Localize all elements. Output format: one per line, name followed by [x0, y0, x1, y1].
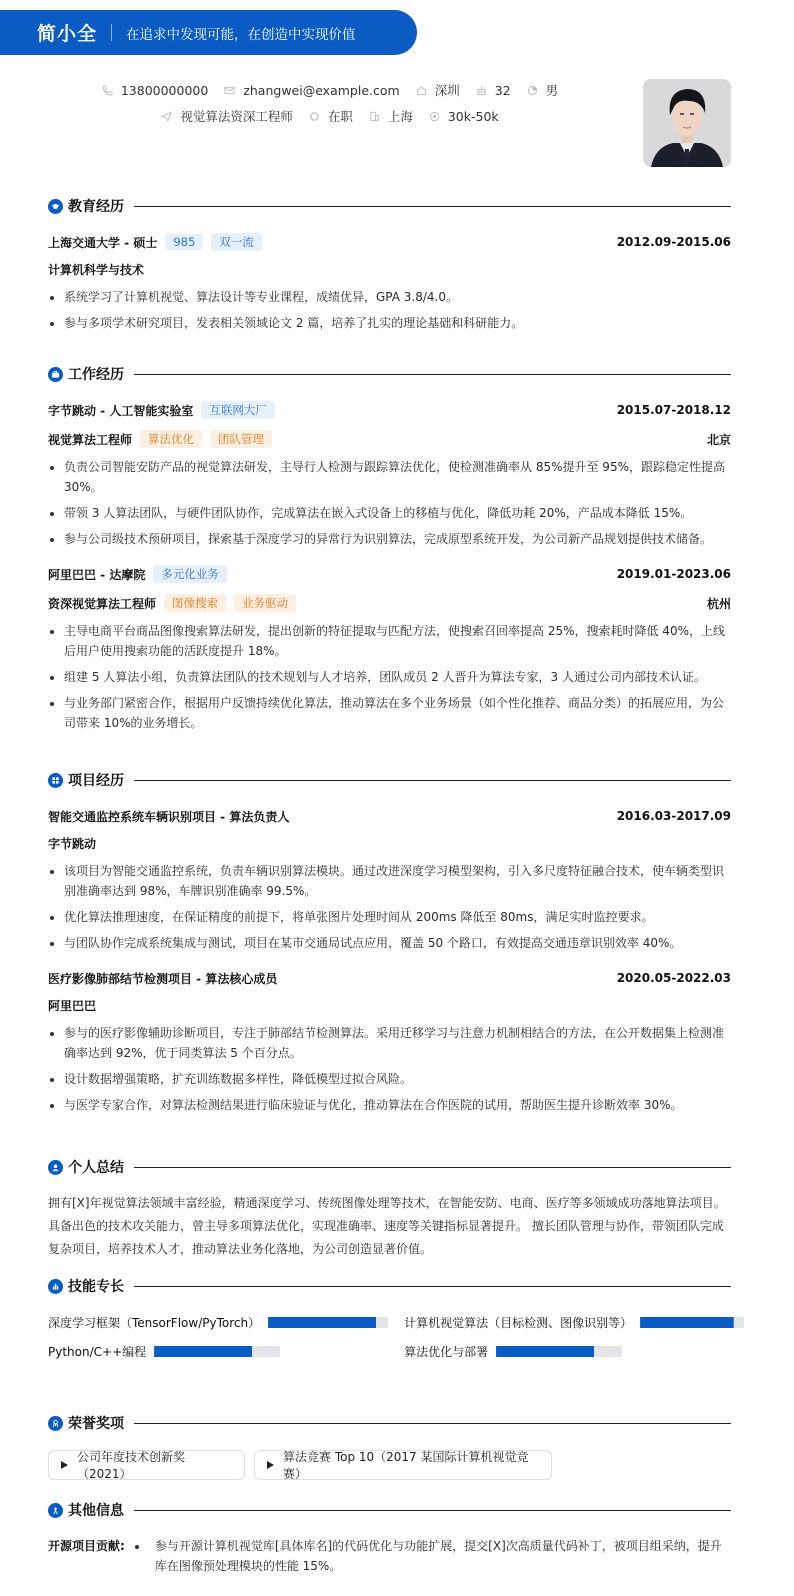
section-header — [48, 1276, 731, 1296]
section-title: 项目经历 — [68, 773, 124, 789]
project-name: 医疗影像肺部结节检测项目 - 算法核心成员 — [48, 971, 278, 986]
school-tag: 双一流 — [211, 233, 262, 251]
bullet-item: 该项目为智能交通监控系统，负责车辆识别算法模块。通过改进深度学习模型架构，引入多尺度特征融合技术，使车辆类型识别准确率达到 98%，车牌识别准确率 99.5%。 — [48, 861, 731, 901]
contact-gender — [527, 81, 559, 99]
divider — [111, 24, 112, 41]
section-title: 教育经历 — [68, 199, 124, 215]
bullet-item: 与团队协作完成系统集成与测试，项目在某市交通局试点应用，覆盖 50 个路口，有效提高交通违章识别效率 40%。 — [48, 933, 731, 953]
salary-text: 30k-50k — [447, 108, 499, 124]
work-city-text: 上海 — [387, 109, 413, 124]
section-header — [48, 1500, 731, 1520]
skill-bar — [268, 1317, 388, 1328]
skill-bar — [496, 1346, 622, 1357]
section-header — [48, 196, 731, 216]
contact-phone — [102, 83, 208, 98]
graduation-cap-icon — [48, 199, 63, 214]
bullet-item: 主导电商平台商品图像搜索算法研发，提出创新的特征提取与匹配方法，使搜索召回率提高 25%，搜索耗时降低 40%，上线后用户使用搜索功能的活跃度提升 18%。 — [48, 621, 731, 661]
job-period: 2015.07-2018.12 — [616, 403, 731, 417]
bullet-item: 参与的医疗影像辅助诊断项目，专注于肺部结节检测算法。采用迁移学习与注意力机制相结合的方法，在公开数据集上检测准确率达到 92%，优于同类算法 5 个百分点。 — [48, 1023, 731, 1063]
building-icon — [369, 111, 380, 122]
education-bullets — [48, 287, 731, 333]
project-header — [48, 806, 731, 826]
skill-label: Python/C++编程 — [48, 1345, 147, 1359]
section-divider — [134, 1286, 731, 1287]
other-row — [48, 1536, 731, 1576]
job-status — [309, 107, 353, 125]
job-title-text: 视觉算法资深工程师 — [180, 109, 293, 124]
section-education — [48, 196, 731, 333]
status-icon — [309, 111, 320, 122]
job-city: 北京 — [706, 432, 731, 447]
job-period: 2019.01-2023.06 — [616, 567, 731, 581]
bullet-item: 与业务部门紧密合作，根据用户反馈持续优化算法，推动算法在多个业务场景（如个性化推荐、商品分类）的拓展应用，为公司带来 10%的业务增长。 — [48, 693, 731, 733]
home-icon — [416, 85, 427, 96]
company-tag: 多元化业务 — [153, 565, 227, 583]
project-org: 阿里巴巴 — [48, 999, 97, 1013]
section-title: 技能专长 — [68, 1279, 124, 1295]
summary-text: 拥有[X]年视觉算法领域丰富经验，精通深度学习、传统图像处理等技术，在智能安防、电商、医疗等多领域成功落地算法项目。 具备出色的技术攻关能力，曾主导多项算法优化，实现准确率、速度等关键指标显著提升。 擅长团队管理与协作，带领团队完成复杂项目，培养技术人才，推动算法业务化落地，为公司创造显著价值。 — [48, 1196, 726, 1256]
award-item — [48, 1450, 245, 1480]
job-title — [161, 107, 293, 125]
school-name: 上海交通大学 - 硕士 — [48, 235, 158, 250]
project-period: 2020.05-2022.03 — [616, 971, 731, 985]
job-bullets — [48, 457, 731, 549]
send-icon — [161, 111, 172, 122]
grid-icon — [48, 773, 63, 788]
section-header — [48, 364, 731, 384]
contact-email — [224, 83, 399, 98]
contact-row-1 — [0, 81, 660, 99]
briefcase-icon — [48, 367, 63, 382]
major: 计算机科学与技术 — [48, 263, 145, 277]
section-header — [48, 770, 731, 790]
slogan: 在追求中发现可能，在创造中实现价值 — [126, 26, 356, 43]
job-header — [48, 564, 731, 584]
skill-label: 计算机视觉算法（目标检测、图像识别等） — [404, 1316, 633, 1330]
role-tag: 团队管理 — [210, 430, 272, 448]
company-name: 字节跳动 - 人工智能实验室 — [48, 403, 194, 418]
mail-icon — [224, 85, 235, 96]
bullet-item: 系统学习了计算机视觉、算法设计等专业课程，成绩优异，GPA 3.8/4.0。 — [48, 287, 731, 307]
email-text: zhangwei@example.com — [243, 82, 400, 98]
work-city — [369, 107, 413, 125]
role-tag: 业务驱动 — [234, 594, 296, 612]
project-name: 智能交通监控系统车辆识别项目 - 算法负责人 — [48, 809, 290, 824]
section-title: 工作经历 — [68, 367, 124, 383]
job-role: 资深视觉算法工程师 — [48, 596, 157, 611]
bullet-item: 组建 5 人算法小组，负责算法团队的技术规划与人才培养，团队成员 2 人晋升为算法专家，3 人通过公司内部技术认证。 — [48, 667, 731, 687]
awards-list — [48, 1450, 731, 1480]
bullet-item: 负责公司智能安防产品的视觉算法研发，主导行人检测与跟踪算法优化，使检测准确率从 85%提升至 95%，跟踪稳定性提高 30%。 — [48, 457, 731, 497]
gender-text: 男 — [545, 83, 559, 98]
skill-item — [404, 1343, 744, 1360]
skill-bar-fill — [154, 1346, 252, 1357]
project-bullets — [48, 861, 731, 953]
section-awards — [48, 1413, 731, 1480]
role-tag: 算法优化 — [140, 430, 202, 448]
skill-label: 深度学习框架（TensorFlow/PyTorch） — [48, 1316, 261, 1330]
award-text: 公司年度技术创新奖（2021） — [77, 1450, 186, 1481]
gender-icon — [527, 85, 538, 96]
job-bullets — [48, 621, 731, 733]
section-divider — [134, 1167, 731, 1168]
triangle-right-icon — [267, 1461, 274, 1469]
skill-bar-fill — [496, 1346, 594, 1357]
other-bullets — [133, 1536, 731, 1576]
info-icon — [48, 1503, 63, 1518]
job-role: 视觉算法工程师 — [48, 432, 133, 447]
skill-bar — [154, 1346, 280, 1357]
phone-icon — [102, 85, 113, 96]
contact-row-2 — [0, 107, 660, 125]
job-role-row — [48, 593, 731, 613]
section-header — [48, 1413, 731, 1433]
company-name: 阿里巴巴 - 达摩院 — [48, 567, 146, 582]
avatar-photo — [643, 79, 731, 167]
age-text: 32 — [494, 82, 511, 98]
section-divider — [134, 206, 731, 207]
section-work — [48, 364, 731, 733]
header-banner — [0, 10, 417, 55]
skill-label: 算法优化与部署 — [404, 1345, 489, 1359]
resume-name: 简小全 — [37, 23, 98, 45]
section-divider — [134, 374, 731, 375]
award-text: 算法竞赛 Top 10（2017 某国际计算机视觉竞赛） — [283, 1450, 529, 1481]
section-title: 其他信息 — [68, 1503, 124, 1519]
section-other — [48, 1500, 731, 1576]
contact-city — [416, 81, 460, 99]
bullet-item: 与医学专家合作，对算法检测结果进行临床验证与优化，推动算法在合作医院的试用，帮助医生提升诊断效率 30%。 — [48, 1095, 731, 1115]
section-header — [48, 1157, 731, 1177]
education-row — [48, 232, 731, 252]
bullet-item: 参与公司级技术预研项目，探索基于深度学习的异常行为识别算法，完成原型系统开发，为公司新产品规划提供技术储备。 — [48, 529, 731, 549]
section-divider — [134, 780, 731, 781]
section-summary — [48, 1157, 731, 1261]
skill-bar-fill — [268, 1317, 376, 1328]
school-tag: 985 — [165, 234, 203, 250]
section-skills — [48, 1276, 731, 1360]
contact-age — [476, 83, 511, 98]
skills-grid — [48, 1314, 731, 1360]
other-label: 开源项目贡献: — [48, 1539, 125, 1553]
bullet-item: 参与开源计算机视觉库[具体库名]的代码优化与功能扩展，提交[X]次高质量代码补丁，被项目组采纳，提升库在图像预处理模块的性能 15%。 — [133, 1536, 731, 1576]
bullet-item: 优化算法推理速度，在保证精度的前提下，将单张图片处理时间从 200ms 降低至 80ms，满足实时监控要求。 — [48, 907, 731, 927]
section-title: 荣誉奖项 — [68, 1416, 124, 1432]
skill-bar-fill — [640, 1317, 734, 1328]
section-title: 个人总结 — [68, 1160, 124, 1176]
expected-salary — [429, 109, 499, 124]
project-header — [48, 968, 731, 988]
medal-icon — [48, 1416, 63, 1431]
job-city: 杭州 — [706, 596, 731, 611]
bullet-item: 设计数据增强策略，扩充训练数据多样性，降低模型过拟合风险。 — [48, 1069, 731, 1089]
project-period: 2016.03-2017.09 — [616, 809, 731, 823]
award-item — [254, 1450, 552, 1480]
city-text: 深圳 — [434, 83, 460, 98]
role-tag: 图像搜索 — [164, 594, 226, 612]
project-bullets — [48, 1023, 731, 1115]
company-tag: 互联网大厂 — [201, 401, 275, 419]
bar-chart-icon — [48, 1279, 63, 1294]
skill-item — [404, 1314, 744, 1331]
section-projects — [48, 770, 731, 1115]
skill-item — [48, 1314, 388, 1331]
education-period: 2012.09-2015.06 — [616, 235, 731, 249]
skill-item — [48, 1343, 388, 1360]
project-org: 字节跳动 — [48, 837, 97, 851]
job-header — [48, 400, 731, 420]
section-divider — [134, 1423, 731, 1424]
phone-text: 13800000000 — [120, 82, 209, 98]
user-icon — [48, 1160, 63, 1175]
job-status-text: 在职 — [327, 109, 353, 124]
job-role-row — [48, 429, 731, 449]
salary-icon — [429, 111, 440, 122]
bullet-item: 带领 3 人算法团队，与硬件团队协作，完成算法在嵌入式设备上的移植与优化，降低功耗 20%，产品成本降低 15%。 — [48, 503, 731, 523]
skill-bar — [640, 1317, 744, 1328]
age-icon — [476, 85, 487, 96]
section-divider — [134, 1510, 731, 1511]
bullet-item: 参与多项学术研究项目，发表相关领域论文 2 篇，培养了扎实的理论基础和科研能力。 — [48, 313, 731, 333]
triangle-right-icon — [61, 1461, 68, 1469]
